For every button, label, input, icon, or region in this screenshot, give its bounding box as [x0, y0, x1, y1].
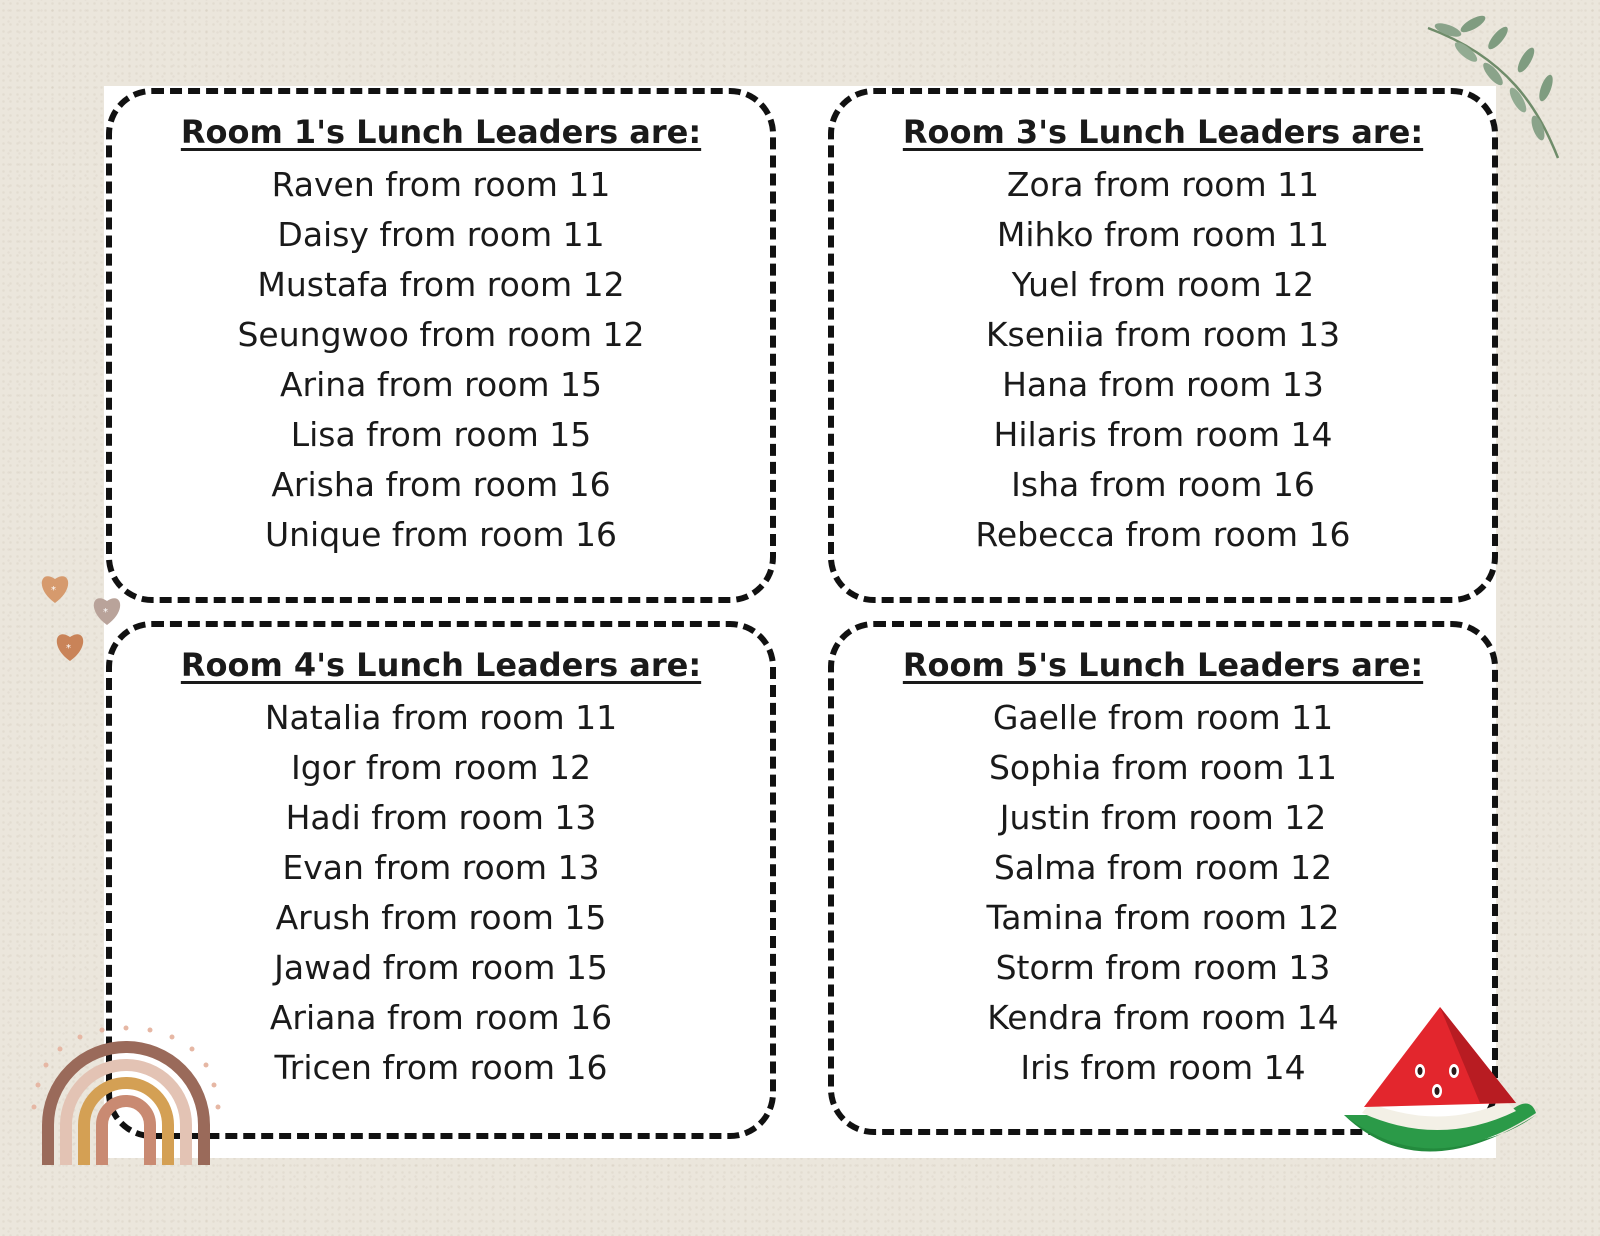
leader-item: Hadi from room 13 [285, 798, 597, 837]
leader-item: Yuel from room 12 [1011, 265, 1315, 304]
leader-item: Tamina from room 12 [986, 898, 1340, 937]
leader-item: Arush from room 15 [275, 898, 607, 937]
leader-item: Justin from room 12 [999, 798, 1327, 837]
svg-text:*: * [66, 643, 71, 654]
leader-item: Kseniia from room 13 [985, 315, 1341, 354]
card-title: Room 5's Lunch Leaders are: [902, 646, 1424, 684]
leaf-branch-icon [1418, 8, 1568, 168]
leader-item: Iris from room 14 [1020, 1048, 1306, 1087]
leader-item: Kendra from room 14 [987, 998, 1339, 1037]
leader-item: Mihko from room 11 [996, 215, 1330, 254]
leader-item: Hilaris from room 14 [993, 415, 1333, 454]
leader-item: Zora from room 11 [1006, 165, 1320, 204]
leader-item: Hana from room 13 [1002, 365, 1324, 404]
leader-item: Unique from room 16 [264, 515, 618, 554]
leader-item: Storm from room 13 [995, 948, 1331, 987]
leader-item: Rebecca from room 16 [975, 515, 1351, 554]
watermelon-slice-icon [1340, 1003, 1545, 1193]
leader-item: Ariana from room 16 [269, 998, 613, 1037]
room-1-card [106, 88, 776, 603]
leader-item: Seungwoo from room 12 [237, 315, 645, 354]
leader-item: Salma from room 12 [993, 848, 1333, 887]
leader-item: Tricen from room 16 [274, 1048, 608, 1087]
leader-item: Arina from room 15 [279, 365, 603, 404]
card-title: Room 3's Lunch Leaders are: [902, 113, 1424, 151]
svg-text:*: * [103, 607, 108, 618]
leader-item: Jawad from room 15 [274, 948, 608, 987]
leader-list [112, 160, 770, 560]
leader-item: Isha from room 16 [1011, 465, 1315, 504]
leader-item: Daisy from room 11 [277, 215, 605, 254]
leader-item: Igor from room 12 [290, 748, 592, 787]
leader-item: Mustafa from room 12 [257, 265, 625, 304]
hearts-icon [30, 565, 130, 675]
leader-list [834, 160, 1492, 560]
leader-item: Sophia from room 11 [988, 748, 1337, 787]
leader-item: Gaelle from room 11 [992, 698, 1334, 737]
leader-item: Arisha from room 16 [271, 465, 611, 504]
leader-item: Raven from room 11 [271, 165, 611, 204]
rainbow-icon [28, 1025, 223, 1175]
card-title: Room 4's Lunch Leaders are: [180, 646, 702, 684]
room-3-card [828, 88, 1498, 603]
leader-item: Lisa from room 15 [290, 415, 592, 454]
card-title: Room 1's Lunch Leaders are: [180, 113, 702, 151]
leader-item: Evan from room 13 [282, 848, 600, 887]
leader-item: Natalia from room 11 [264, 698, 618, 737]
svg-text:*: * [51, 585, 56, 596]
